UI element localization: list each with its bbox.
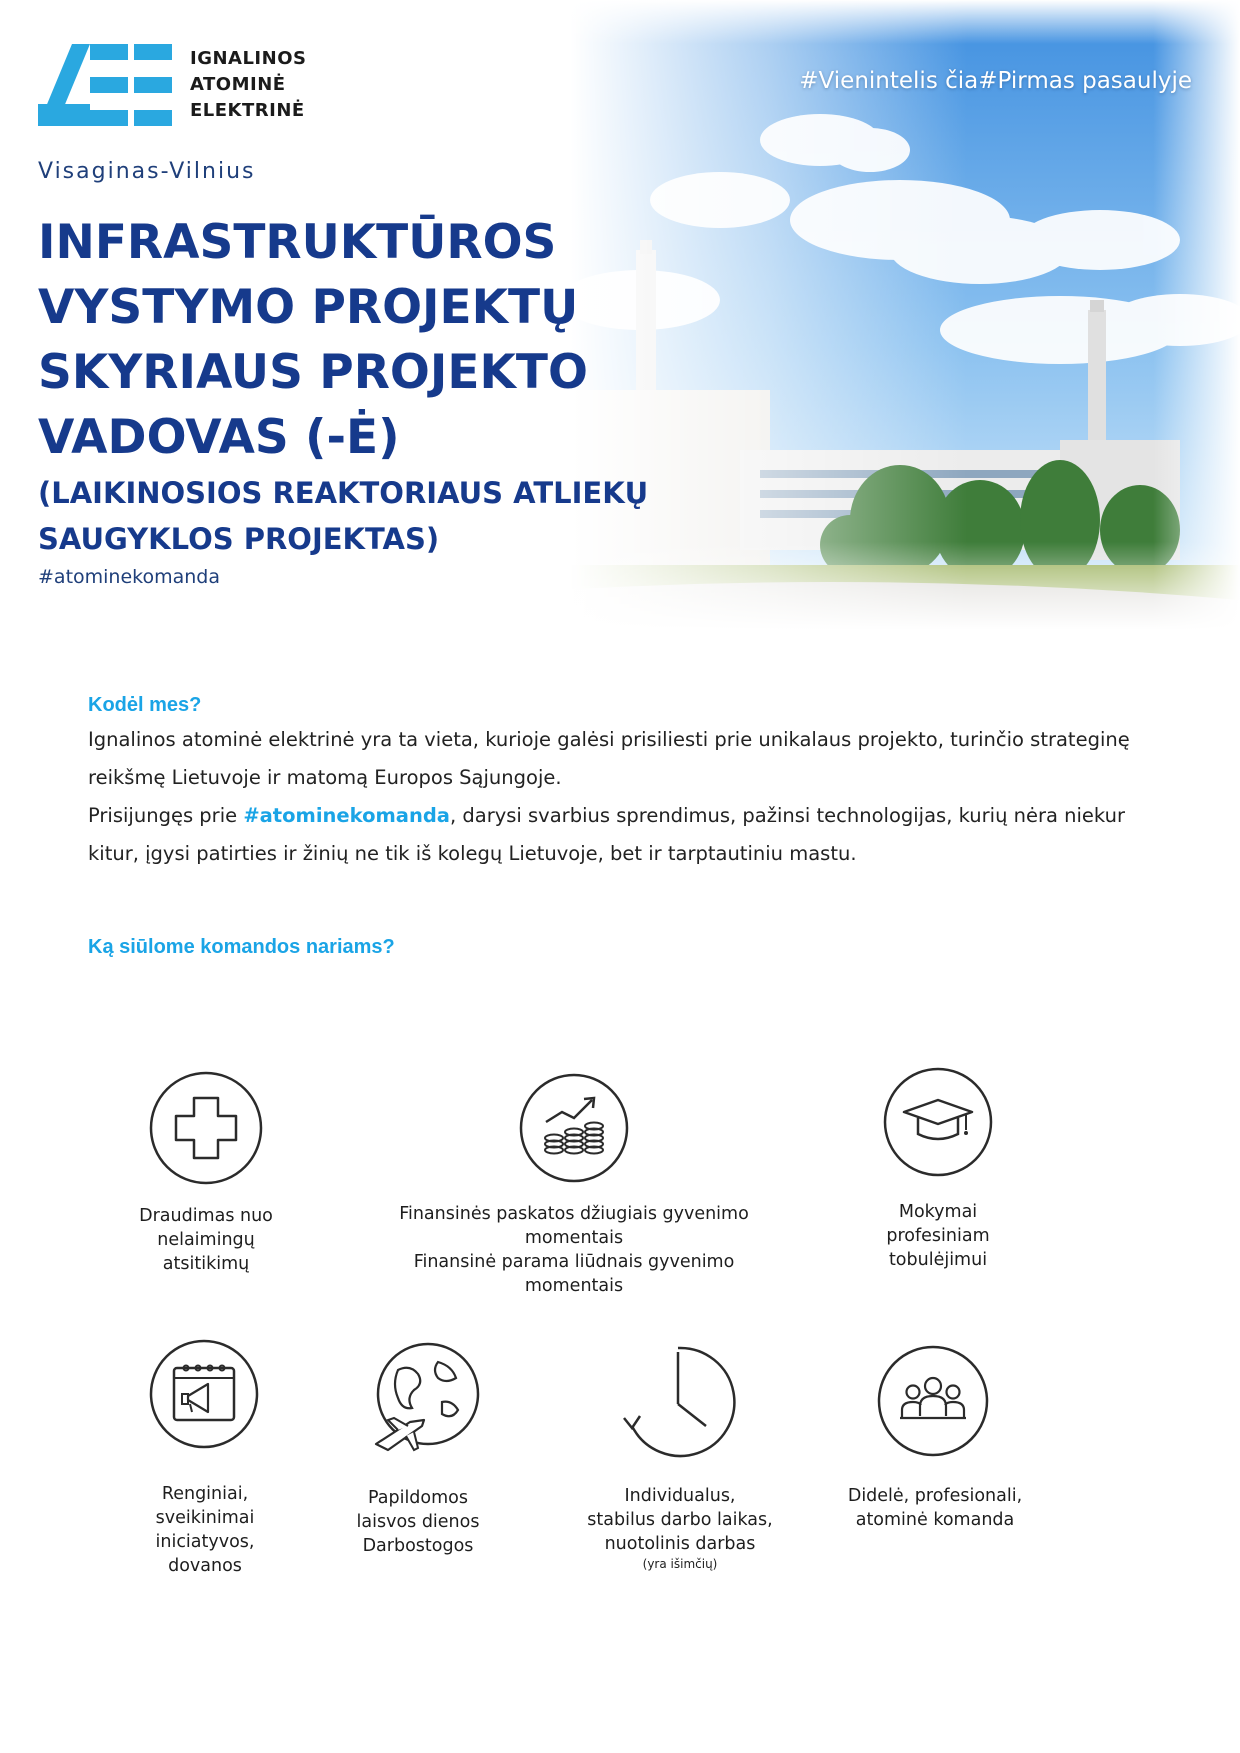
benefit-line: Finansinės paskatos džiugiais gyvenimo [399, 1204, 749, 1224]
job-title [38, 210, 678, 562]
tagline: #Vienintelis čia#Pirmas pasaulyje [799, 68, 1192, 94]
why-us-heading: Kodėl mes? [88, 694, 202, 716]
title-line: VADOVAS (-Ė) [38, 410, 400, 465]
benefit-line: nuotolinis darbas [604, 1534, 756, 1554]
benefit-line: momentais [524, 1276, 624, 1296]
benefit-line: atominė komanda [855, 1510, 1015, 1530]
benefit-days-off-label [318, 1486, 518, 1558]
medical-cross-icon [148, 1070, 264, 1186]
benefit-line: Individualus, [624, 1486, 736, 1506]
benefit-financial-label [370, 1202, 778, 1298]
benefit-line: Papildomos [367, 1488, 468, 1508]
why-us-paragraph-2 [88, 797, 1168, 873]
benefit-line: stabilus darbo laikas, [587, 1510, 773, 1530]
hero-banner [0, 0, 1240, 630]
logo-line: IGNALINOS [190, 48, 307, 69]
team-icon [876, 1344, 990, 1458]
subtitle-line: SAUGYKLOS PROJEKTAS) [38, 522, 440, 556]
benefit-line: Darbostogos [362, 1536, 474, 1556]
subtitle-line: (LAIKINOSIOS REAKTORIAUS ATLIEKŲ [38, 476, 649, 510]
benefit-training-label [838, 1200, 1038, 1272]
benefit-line: Renginiai, [161, 1484, 249, 1504]
hashtag-link: #atominekomanda [243, 804, 450, 827]
benefit-events-label [110, 1482, 300, 1578]
logo-line: ATOMINĖ [190, 74, 286, 95]
benefit-line: nelaimingų [157, 1230, 255, 1250]
logo-wordmark [190, 46, 306, 124]
benefit-line: dovanos [168, 1556, 242, 1576]
benefit-line: Didelė, profesionali, [847, 1486, 1023, 1506]
company-logo [38, 44, 306, 126]
benefit-line: Draudimas nuo [139, 1206, 273, 1226]
graduation-cap-icon [882, 1066, 994, 1178]
benefit-line: sveikinimai [155, 1508, 255, 1528]
globe-plane-icon [368, 1340, 484, 1456]
title-line: SKYRIAUS PROJEKTO [38, 345, 588, 400]
benefit-line: momentais [524, 1228, 624, 1248]
paragraph-text: , darysi svarbius sprendimus, pažinsi technologijas, kurių nėra niekur kitur, įgysi patirties ir žinių ne tik iš kolegų Lietuvoje, bet ir tarptautiniu mastu. [88, 804, 1125, 865]
job-location: Visaginas-Vilnius [38, 159, 256, 184]
benefit-insurance-label [96, 1204, 316, 1276]
benefit-team-label [830, 1484, 1040, 1532]
offer-heading: Ką siūlome komandos nariams? [88, 936, 395, 958]
why-us-paragraph-1: Ignalinos atominė elektrinė yra ta vieta, kurioje galėsi prisiliesti prie unikalaus projekto, turinčio strateginę reikšmę Lietuvoje ir matomą Europos Sąjungoje. [88, 728, 1130, 789]
benefit-line: Mokymai [898, 1202, 978, 1222]
calendar-megaphone-icon [148, 1338, 260, 1450]
benefit-line: tobulėjimui [888, 1250, 988, 1270]
benefit-line: profesiniam [886, 1226, 990, 1246]
benefit-line: atsitikimų [162, 1254, 250, 1274]
iae-logo-mark [38, 44, 172, 126]
clock-icon [618, 1342, 738, 1462]
logo-line: ELEKTRINĖ [190, 100, 305, 121]
paragraph-text: Prisijungęs prie [88, 804, 244, 827]
benefit-line: Finansinė parama liūdnais gyvenimo [413, 1252, 735, 1272]
why-us-section [88, 694, 1168, 873]
benefit-note: (yra išimčių) [642, 1557, 718, 1571]
title-line: INFRASTRUKTŪROS [38, 215, 557, 270]
financial-growth-icon [518, 1072, 630, 1184]
benefit-line: laisvos dienos [356, 1512, 480, 1532]
benefit-working-time-label [560, 1484, 800, 1572]
benefit-line: iniciatyvos, [155, 1532, 255, 1552]
title-line: VYSTYMO PROJEKTŲ [38, 280, 579, 335]
hashtag: #atominekomanda [38, 566, 221, 588]
